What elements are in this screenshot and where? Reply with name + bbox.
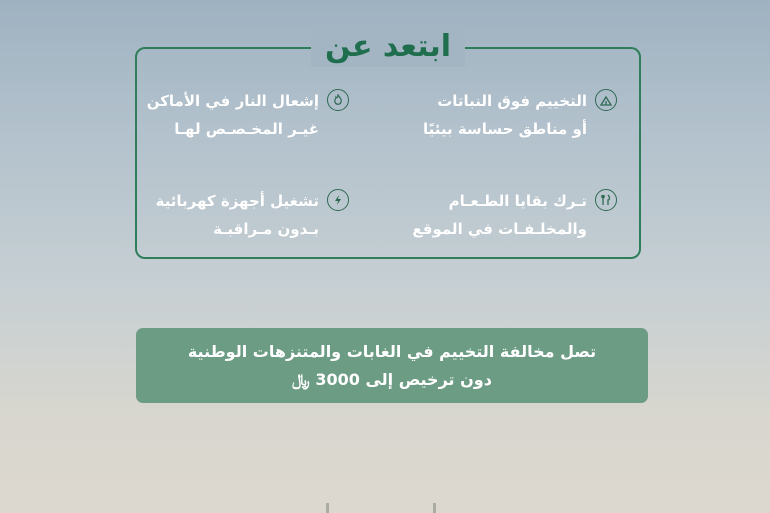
warning-line1: تـرك بقايا الطـعـام <box>448 192 587 210</box>
warning-line1: تشغيل أجهزة كهربائية <box>155 192 319 210</box>
panel-title: ابتعد عن <box>311 27 465 67</box>
warning-line2: بـدون مـراقبـة <box>213 220 319 238</box>
background-detail <box>433 503 436 513</box>
fine-banner <box>136 328 648 403</box>
background-detail <box>326 503 329 513</box>
fork-knife-icon <box>595 189 617 211</box>
warnings-panel <box>135 29 641 259</box>
plant-tent-icon <box>595 89 617 111</box>
warning-item-food <box>412 187 617 243</box>
warning-line1: التخييم فوق النباتات <box>437 92 587 110</box>
fire-icon <box>327 89 349 111</box>
warning-line2: غيـر المخـصـص لهـا <box>174 120 319 138</box>
warning-line2: والمخلـفـات في الموقع <box>412 220 587 238</box>
lightning-icon <box>327 189 349 211</box>
warning-item-electric <box>156 187 349 243</box>
warning-item-fire <box>147 87 349 143</box>
warning-line1: إشعال النار في الأماكن <box>146 92 319 110</box>
banner-line1: تصل مخالفة التخييم في الغابات والمتنزهات الوطنية <box>187 342 597 361</box>
warning-line2: أو مناطق حساسة بيئيًا <box>422 120 587 138</box>
warning-item-plants <box>423 87 617 143</box>
banner-line2: دون ترخيص إلى 3000 ﷼ <box>292 370 492 389</box>
